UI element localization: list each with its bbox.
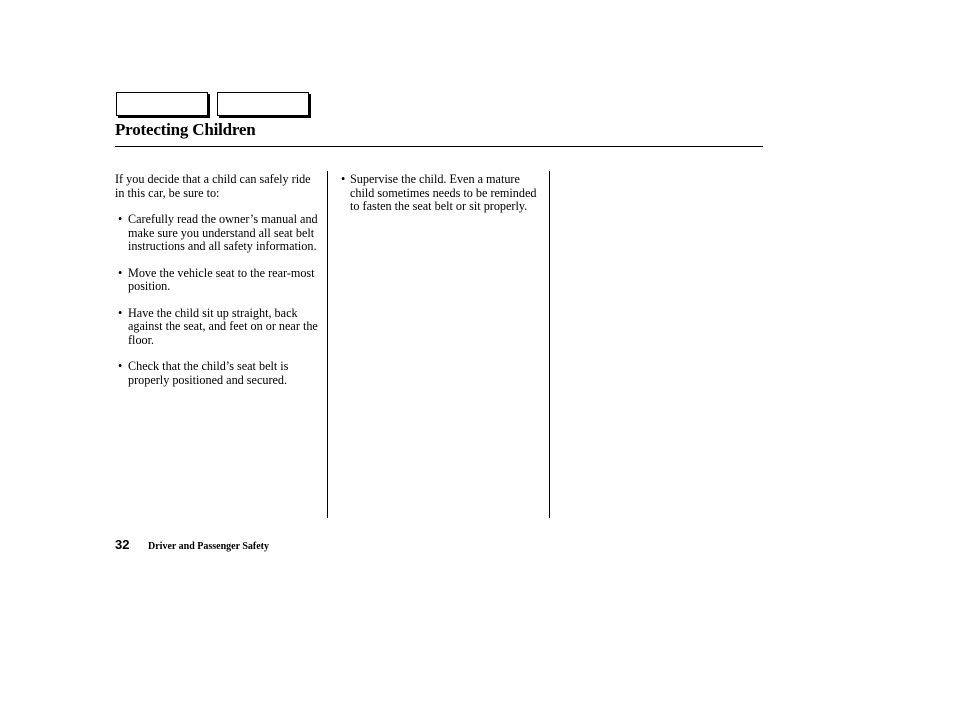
- bullet-item: • Supervise the child. Even a mature child sometimes needs to be reminded to fasten the seat belt or sit properly.: [340, 172, 543, 214]
- intro-paragraph: If you decide that a child can safely ride in this car, be sure to:: [115, 172, 311, 200]
- column-divider: [549, 171, 550, 518]
- column-divider: [327, 171, 328, 518]
- nav-tab-box-2[interactable]: [217, 92, 309, 116]
- text-column-middle: [340, 172, 543, 227]
- bullet-list-left: [115, 213, 322, 387]
- bullet-item: • Carefully read the owner’s manual and make sure you understand all seat belt instructions and all safety information.: [115, 213, 322, 254]
- nav-tab-box-1[interactable]: [116, 92, 208, 116]
- title-divider: [115, 146, 763, 147]
- bullet-item: • Move the vehicle seat to the rear-most position.: [115, 267, 322, 294]
- page-number: 32: [115, 537, 130, 552]
- bullet-list-middle: [340, 172, 543, 214]
- bullet-item: • Have the child sit up straight, back against the seat, and feet on or near the floor.: [115, 307, 322, 348]
- bullet-item: • Check that the child’s seat belt is properly positioned and secured.: [115, 360, 322, 387]
- footer-section-name: Driver and Passenger Safety: [148, 541, 270, 552]
- text-column-left: [115, 172, 322, 400]
- page-title: Protecting Children: [115, 120, 256, 139]
